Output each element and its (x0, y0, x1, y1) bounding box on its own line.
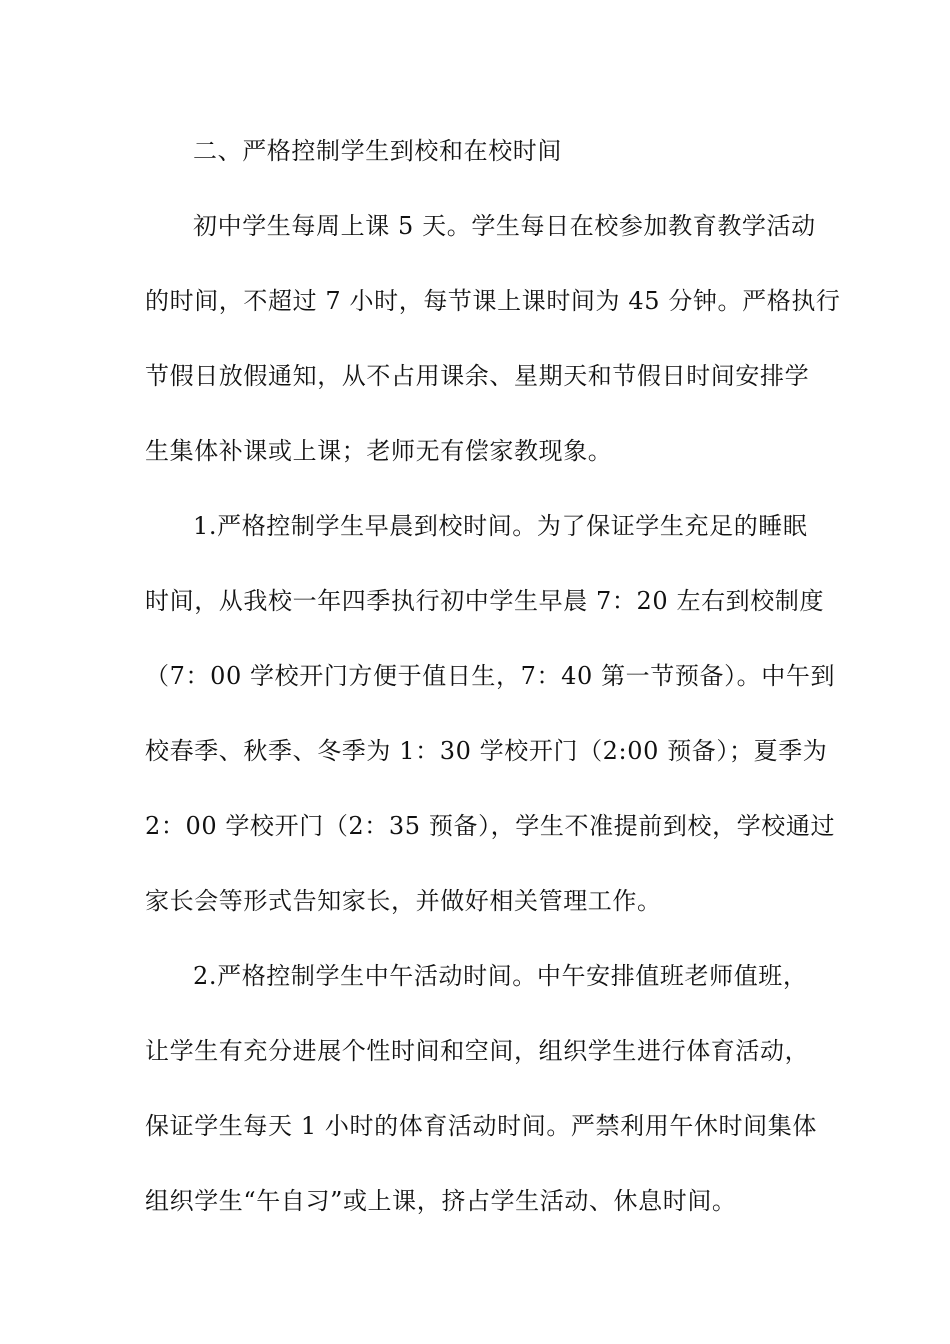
paragraph-line: 让学生有充分进展个性时间和空间，组织学生进行体育活动， (145, 1037, 810, 1065)
paragraph-line: 家长会等形式告知家长，并做好相关管理工作。 (145, 887, 662, 915)
paragraph-line: 组织学生“午自习”或上课，挤占学生活动、休息时间。 (145, 1187, 737, 1215)
paragraph-line: （7：00 学校开门方便于值日生，7：40 第一节预备）。中午到 (145, 662, 836, 690)
paragraph-line: 1.严格控制学生早晨到校时间。为了保证学生充足的睡眠 (193, 512, 808, 540)
paragraph-line: 节假日放假通知，从不占用课余、星期天和节假日时间安排学 (145, 362, 810, 390)
paragraph-line: 保证学生每天 1 小时的体育活动时间。严禁利用午休时间集体 (145, 1112, 817, 1140)
paragraph-line: 校春季、秋季、冬季为 1：30 学校开门（2:00 预备）；夏季为 (145, 737, 828, 765)
paragraph-line: 初中学生每周上课 5 天。学生每日在校参加教育教学活动 (193, 212, 816, 240)
paragraph-line: 生集体补课或上课；老师无有偿家教现象。 (145, 437, 613, 465)
paragraph-line: 2：00 学校开门（2：35 预备），学生不准提前到校，学校通过 (145, 812, 836, 840)
section-heading: 二、严格控制学生到校和在校时间 (193, 137, 562, 165)
paragraph-line: 的时间，不超过 7 小时，每节课上课时间为 45 分钟。严格执行 (145, 287, 841, 315)
paragraph-line: 时间，从我校一年四季执行初中学生早晨 7：20 左右到校制度 (145, 587, 825, 615)
paragraph-line: 2.严格控制学生中午活动时间。中午安排值班老师值班， (193, 962, 808, 990)
